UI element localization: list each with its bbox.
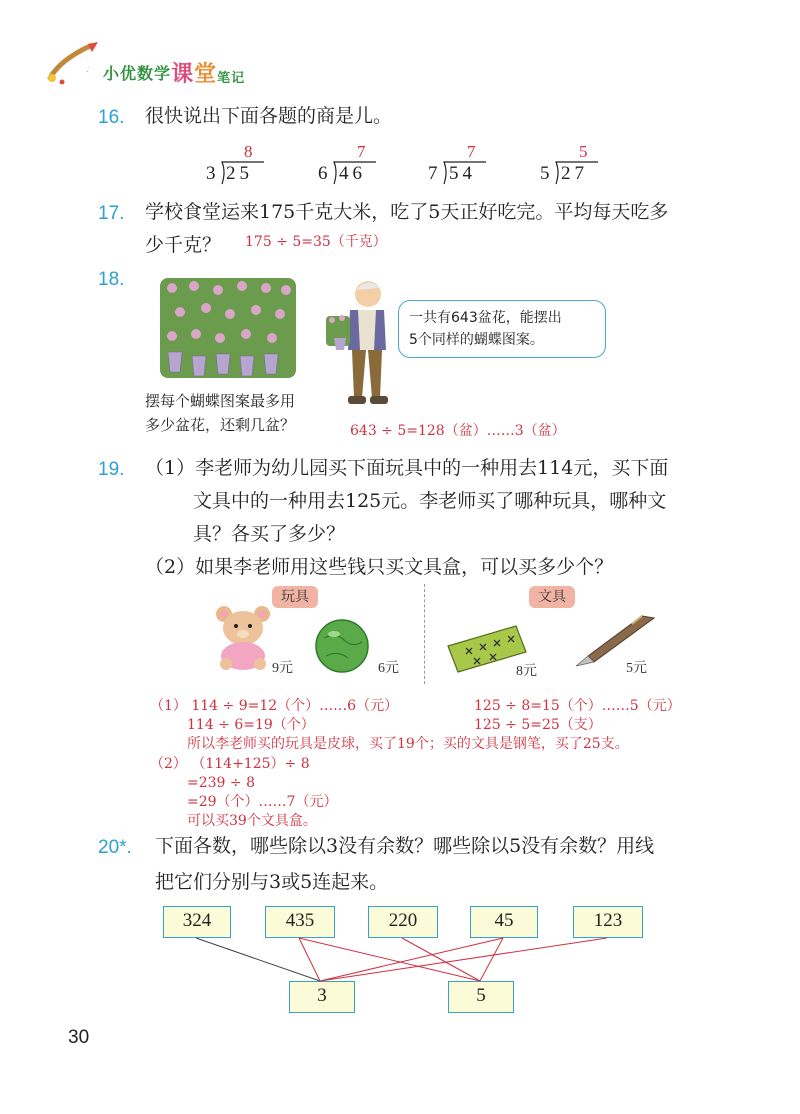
header-char: 小 bbox=[103, 64, 120, 83]
question-number: 20*. bbox=[98, 837, 132, 858]
quotient: 7 bbox=[467, 142, 476, 161]
ball-price: 6元 bbox=[378, 661, 399, 676]
answer-text: 114 ÷ 6=19（个） bbox=[187, 717, 315, 733]
question-number: 16. bbox=[98, 107, 125, 128]
divisor: 6 bbox=[318, 163, 332, 184]
target-box-5[interactable]: 5 bbox=[448, 981, 514, 1013]
stationery-label: 文具 bbox=[529, 586, 575, 608]
header-char: 傅 bbox=[84, 65, 102, 86]
question-text: 少千克？ bbox=[145, 234, 222, 256]
divisor: 7 bbox=[428, 163, 442, 184]
page-number: 30 bbox=[68, 1027, 90, 1048]
number-box-45[interactable]: 45 bbox=[470, 906, 538, 938]
question-text: （2）如果李老师用这些钱只买文具盒，可以买多少个？ bbox=[145, 556, 614, 578]
number-box-324[interactable]: 324 bbox=[163, 906, 231, 938]
answer-text: （1） 114 ÷ 9=12（个）……6（元） bbox=[150, 698, 399, 714]
header-char: 笔 bbox=[217, 71, 231, 86]
header-char: 学 bbox=[154, 64, 171, 83]
question-text: 具？各买了多少？ bbox=[193, 523, 346, 545]
answer-text: 175 ÷ 5=35（千克） bbox=[245, 234, 387, 250]
number-box-123[interactable]: 123 bbox=[573, 906, 643, 938]
number-box-435[interactable]: 435 bbox=[265, 906, 335, 938]
quotient: 5 bbox=[579, 142, 588, 161]
bubble-line: 一共有643盆花，能摆出 bbox=[409, 310, 562, 326]
divisor: 5 bbox=[540, 163, 554, 184]
quotient: 7 bbox=[357, 142, 366, 161]
dividend: 46 bbox=[339, 163, 366, 184]
target-box-3[interactable]: 3 bbox=[289, 981, 355, 1013]
answer-text: 125 ÷ 5=25（支） bbox=[474, 717, 602, 733]
question-text: 很快说出下面各题的商是儿。 bbox=[145, 105, 393, 127]
toys-label: 玩具 bbox=[272, 586, 318, 608]
quotient: 8 bbox=[244, 142, 253, 161]
question-text: 下面各数，哪些除以3没有余数？哪些除以5没有余数？用线 bbox=[155, 835, 655, 857]
bubble-line: 5个同样的蝴蝶图案。 bbox=[409, 332, 544, 348]
header-char: 课 bbox=[171, 62, 194, 87]
answer-text: 所以李老师买的玩具是皮球，买了19个；买的文具是钢笔，买了25支。 bbox=[187, 736, 629, 752]
divisor: 3 bbox=[206, 163, 220, 184]
header-char: 堂 bbox=[194, 62, 217, 87]
question-number: 18. bbox=[98, 269, 125, 290]
question-text: （1）李老师为幼儿园买下面玩具中的一种用去114元，买下面 bbox=[145, 457, 669, 479]
question-text: 文具中的一种用去125元。李老师买了哪种玩具，哪种文 bbox=[193, 490, 667, 512]
answer-text: 643 ÷ 5=128（盆）……3（盆） bbox=[350, 423, 566, 439]
dividend: 25 bbox=[226, 163, 253, 184]
question-number: 17. bbox=[98, 203, 125, 224]
number-box-220[interactable]: 220 bbox=[368, 906, 438, 938]
answer-text: =239 ÷ 8 bbox=[187, 775, 255, 791]
bear-price: 9元 bbox=[272, 661, 293, 676]
answer-text: （2） （114+125）÷ 8 bbox=[150, 756, 310, 772]
question-line: 多少盆花，还剩几盆？ bbox=[145, 416, 296, 434]
answer-text: 125 ÷ 8=15（个）……5（元） bbox=[474, 698, 681, 714]
dividend: 27 bbox=[561, 163, 588, 184]
pencil-case-price: 8元 bbox=[516, 664, 537, 679]
header-char: 数 bbox=[137, 64, 154, 83]
dividend: 54 bbox=[449, 163, 476, 184]
answer-text: =29（个）……7（元） bbox=[187, 794, 338, 810]
header-char: 记 bbox=[231, 71, 245, 86]
question-text: 学校食堂运来175千克大米，吃了5天正好吃完。平均每天吃多 bbox=[145, 201, 669, 223]
question-text: 把它们分别与3或5连起来。 bbox=[155, 871, 389, 893]
header-char: 优 bbox=[120, 64, 137, 83]
pen-price: 5元 bbox=[626, 661, 647, 676]
question-number: 19. bbox=[98, 459, 125, 480]
answer-text: 可以买39个文具盒。 bbox=[187, 813, 317, 829]
question-line: 摆每个蝴蝶图案最多用 bbox=[145, 392, 296, 410]
